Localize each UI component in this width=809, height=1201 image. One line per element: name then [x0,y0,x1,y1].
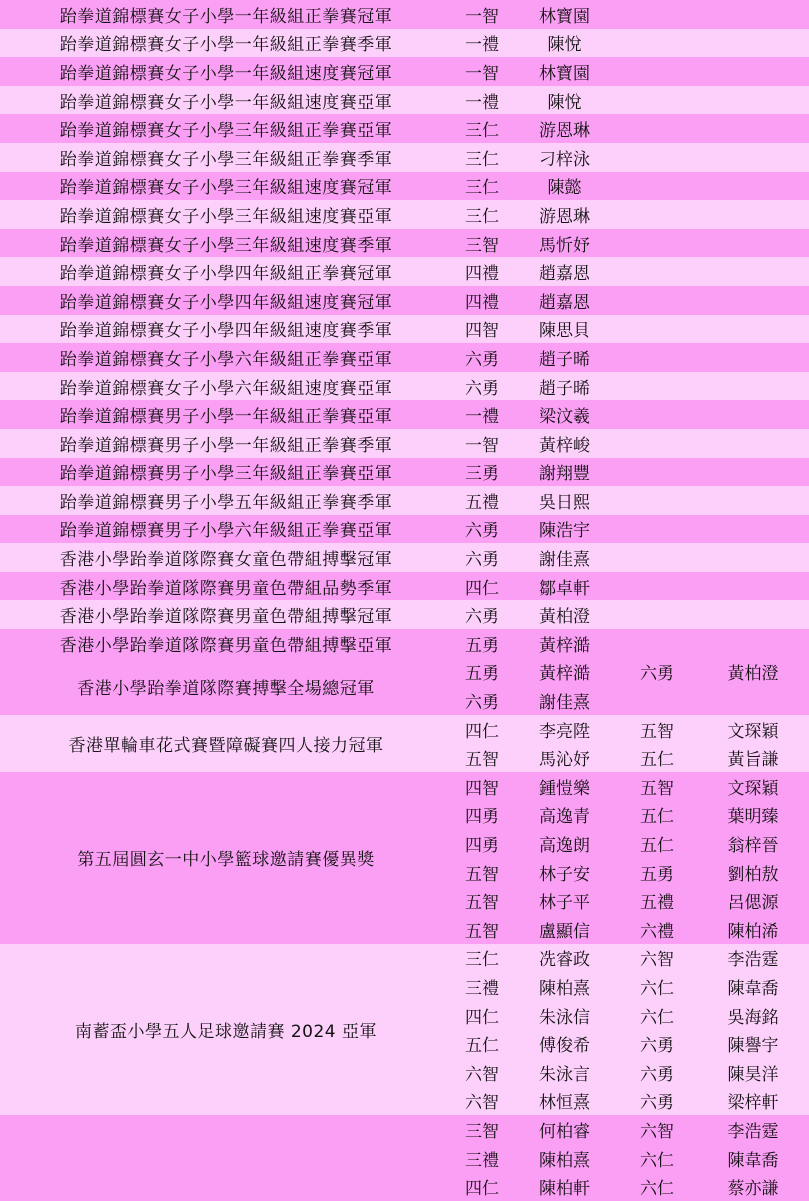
empty-cell [617,257,809,286]
class-cell: 六智 [617,1115,697,1144]
class-cell: 五仁 [617,801,697,830]
class-cell: 五仁 [452,1029,512,1058]
name-cell: 趙嘉恩 [512,286,617,315]
name-cell: 游恩琳 [512,114,617,143]
award-cell: 跆拳道錦標賽男子小學五年級組正拳賽季軍 [0,486,452,515]
empty-cell [617,629,809,658]
empty-cell [617,229,809,258]
class-cell: 四仁 [452,572,512,601]
name-cell: 林子安 [512,858,617,887]
empty-cell [617,114,809,143]
name-cell: 陳昊洋 [697,1058,809,1087]
class-cell: 四智 [452,772,512,801]
name-cell: 謝佳熹 [512,686,617,715]
name-cell: 陳柏熹 [512,972,617,1001]
table-row [0,543,809,572]
class-cell: 六仁 [617,972,697,1001]
class-cell: 五智 [617,772,697,801]
class-cell: 五仁 [617,829,697,858]
empty-cell [617,315,809,344]
empty-cell [617,0,809,29]
name-cell: 蔡亦謙 [697,1172,809,1201]
class-cell: 六勇 [617,658,697,687]
name-cell: 刁梓泳 [512,143,617,172]
class-cell: 三智 [452,1115,512,1144]
table-row [0,229,809,258]
class-cell: 一智 [452,0,512,29]
class-cell: 六智 [452,1058,512,1087]
name-cell: 吳日熙 [512,486,617,515]
class-cell: 四智 [452,315,512,344]
table-row [0,429,809,458]
class-cell: 四禮 [452,286,512,315]
award-cell: 跆拳道錦標賽女子小學三年級組正拳賽季軍 [0,143,452,172]
award-cell: 跆拳道錦標賽男子小學六年級組正拳賽亞軍 [0,515,452,544]
class-cell: 六仁 [617,1172,697,1201]
award-cell: 跆拳道錦標賽女子小學六年級組速度賽亞軍 [0,372,452,401]
award-cell: 跆拳道錦標賽女子小學四年級組速度賽冠軍 [0,286,452,315]
class-cell: 五仁 [617,743,697,772]
name-cell: 黃梓峻 [512,429,617,458]
table-row [0,1115,809,1144]
table-row [0,200,809,229]
name-cell: 林恒熹 [512,1087,617,1116]
award-cell: 跆拳道錦標賽男子小學三年級組正拳賽亞軍 [0,458,452,487]
award-cell: 香港小學跆拳道隊際賽女童色帶組搏擊冠軍 [0,543,452,572]
name-cell: 黃梓澔 [512,658,617,687]
table-row [0,715,809,744]
name-cell: 朱泳言 [512,1058,617,1087]
class-cell: 四仁 [452,1172,512,1201]
class-cell: 一禮 [452,400,512,429]
award-cell: 香港小學跆拳道隊際賽男童色帶組搏擊冠軍 [0,600,452,629]
name-cell: 高逸青 [512,801,617,830]
name-cell: 黃柏澄 [697,658,809,687]
class-cell: 四仁 [452,1001,512,1030]
class-cell: 四仁 [452,715,512,744]
empty-cell [617,600,809,629]
class-cell: 四禮 [452,257,512,286]
name-cell: 黃柏澄 [512,600,617,629]
table-row [0,286,809,315]
group-award-cell: 香港單輪車花式賽暨障礙賽四人接力冠軍 [0,715,452,772]
name-cell: 鍾愷樂 [512,772,617,801]
class-cell: 六勇 [617,1087,697,1116]
table-row [0,629,809,658]
empty-cell [617,172,809,201]
table-row [0,486,809,515]
table-row [0,0,809,29]
award-cell: 跆拳道錦標賽男子小學一年級組正拳賽季軍 [0,429,452,458]
class-cell: 五勇 [617,858,697,887]
name-cell: 陳悅 [512,86,617,115]
class-cell: 一禮 [452,29,512,58]
name-cell: 陳柏熹 [512,1144,617,1173]
award-cell: 跆拳道錦標賽女子小學三年級組速度賽季軍 [0,229,452,258]
award-cell: 跆拳道錦標賽女子小學一年級組正拳賽冠軍 [0,0,452,29]
group-award-cell: 香港小學跆拳道隊際賽搏擊全場總冠軍 [0,658,452,715]
table-row [0,143,809,172]
table-row [0,600,809,629]
class-cell: 六禮 [617,915,697,944]
name-cell: 趙子晞 [512,372,617,401]
name-cell: 陳思貝 [512,315,617,344]
name-cell: 趙嘉恩 [512,257,617,286]
name-cell: 黃旨謙 [697,743,809,772]
award-cell: 跆拳道錦標賽男子小學一年級組正拳賽亞軍 [0,400,452,429]
name-cell: 陳譽宇 [697,1029,809,1058]
class-cell: 六勇 [452,343,512,372]
class-cell [617,686,697,715]
name-cell: 文琛穎 [697,715,809,744]
name-cell: 文琛穎 [697,772,809,801]
class-cell: 五智 [452,743,512,772]
award-cell: 跆拳道錦標賽女子小學四年級組正拳賽冠軍 [0,257,452,286]
award-cell: 跆拳道錦標賽女子小學一年級組速度賽冠軍 [0,57,452,86]
empty-cell [617,343,809,372]
class-cell: 六智 [452,1087,512,1116]
award-cell: 香港小學跆拳道隊際賽男童色帶組搏擊亞軍 [0,629,452,658]
name-cell: 謝翔豐 [512,458,617,487]
name-cell: 黃梓澔 [512,629,617,658]
table-row [0,172,809,201]
class-cell: 三禮 [452,972,512,1001]
table-row [0,343,809,372]
name-cell: 吳海銘 [697,1001,809,1030]
table-row [0,400,809,429]
class-cell: 四勇 [452,801,512,830]
name-cell: 陳懿 [512,172,617,201]
table-row [0,772,809,801]
table-row [0,57,809,86]
class-cell: 六勇 [617,1058,697,1087]
table-row [0,114,809,143]
group-award-cell: 第五屆圓玄一中小學籃球邀請賽優異獎 [0,772,452,944]
class-cell: 三智 [452,229,512,258]
class-cell: 五禮 [617,886,697,915]
class-cell: 五智 [452,858,512,887]
empty-cell [617,372,809,401]
name-cell: 李浩霆 [697,1115,809,1144]
name-cell: 朱泳信 [512,1001,617,1030]
table-row [0,29,809,58]
empty-cell [617,400,809,429]
class-cell: 三禮 [452,1144,512,1173]
table-row [0,944,809,973]
name-cell: 陳韋喬 [697,972,809,1001]
name-cell: 高逸朗 [512,829,617,858]
class-cell: 一智 [452,57,512,86]
empty-cell [617,57,809,86]
name-cell: 林寶園 [512,57,617,86]
class-cell: 六勇 [452,600,512,629]
class-cell: 六智 [617,944,697,973]
name-cell: 林寶園 [512,0,617,29]
class-cell: 六勇 [452,686,512,715]
empty-cell [617,572,809,601]
name-cell: 何柏睿 [512,1115,617,1144]
name-cell: 呂偲源 [697,886,809,915]
class-cell: 五禮 [452,486,512,515]
name-cell: 傅俊希 [512,1029,617,1058]
table-row [0,458,809,487]
empty-cell [617,143,809,172]
class-cell: 六勇 [452,372,512,401]
empty-cell [617,515,809,544]
name-cell: 陳浩宇 [512,515,617,544]
name-cell: 馬忻妤 [512,229,617,258]
name-cell: 馬沁妤 [512,743,617,772]
class-cell: 三仁 [452,114,512,143]
empty-cell [617,543,809,572]
name-cell: 梁汶羲 [512,400,617,429]
name-cell: 趙子晞 [512,343,617,372]
class-cell: 六勇 [452,543,512,572]
name-cell: 陳柏軒 [512,1172,617,1201]
award-cell: 跆拳道錦標賽女子小學三年級組速度賽冠軍 [0,172,452,201]
empty-cell [617,429,809,458]
empty-cell [617,86,809,115]
table-row [0,315,809,344]
class-cell: 一禮 [452,86,512,115]
class-cell: 五智 [617,715,697,744]
award-cell: 跆拳道錦標賽女子小學一年級組正拳賽季軍 [0,29,452,58]
class-cell: 六勇 [452,515,512,544]
name-cell: 梁梓軒 [697,1087,809,1116]
award-cell: 香港小學跆拳道隊際賽男童色帶組品勢季軍 [0,572,452,601]
class-cell: 五勇 [452,658,512,687]
class-cell: 三仁 [452,944,512,973]
award-cell: 跆拳道錦標賽女子小學一年級組速度賽亞軍 [0,86,452,115]
empty-cell [617,200,809,229]
name-cell: 陳柏浠 [697,915,809,944]
class-cell: 三勇 [452,458,512,487]
name-cell: 李浩霆 [697,944,809,973]
name-cell: 游恩琳 [512,200,617,229]
empty-cell [617,458,809,487]
name-cell: 李亮陞 [512,715,617,744]
award-cell: 跆拳道錦標賽女子小學三年級組速度賽亞軍 [0,200,452,229]
name-cell: 盧顯信 [512,915,617,944]
class-cell: 五勇 [452,629,512,658]
class-cell: 六勇 [617,1029,697,1058]
class-cell: 三仁 [452,143,512,172]
table-row [0,515,809,544]
class-cell: 一智 [452,429,512,458]
name-cell: 葉明臻 [697,801,809,830]
table-row [0,372,809,401]
name-cell [697,686,809,715]
class-cell: 三仁 [452,200,512,229]
table-row [0,257,809,286]
class-cell: 六仁 [617,1144,697,1173]
class-cell: 四勇 [452,829,512,858]
empty-cell [617,486,809,515]
award-cell: 跆拳道錦標賽女子小學六年級組正拳賽亞軍 [0,343,452,372]
award-cell: 跆拳道錦標賽女子小學四年級組速度賽季軍 [0,315,452,344]
class-cell: 三仁 [452,172,512,201]
class-cell: 六仁 [617,1001,697,1030]
empty-cell [617,286,809,315]
name-cell: 謝佳熹 [512,543,617,572]
table-row [0,86,809,115]
empty-cell [617,29,809,58]
award-cell: 跆拳道錦標賽女子小學三年級組正拳賽亞軍 [0,114,452,143]
name-cell: 冼睿政 [512,944,617,973]
name-cell: 陳韋喬 [697,1144,809,1173]
group-award-cell: 南蓄盃小學五人足球邀請賽 2024 亞軍 [0,944,452,1116]
class-cell: 五智 [452,886,512,915]
group-award-cell [0,1115,452,1201]
name-cell: 劉柏敖 [697,858,809,887]
name-cell: 鄒卓軒 [512,572,617,601]
table-row [0,658,809,687]
table-row [0,572,809,601]
name-cell: 陳悅 [512,29,617,58]
name-cell: 翁梓晉 [697,829,809,858]
name-cell: 林子平 [512,886,617,915]
class-cell: 五智 [452,915,512,944]
